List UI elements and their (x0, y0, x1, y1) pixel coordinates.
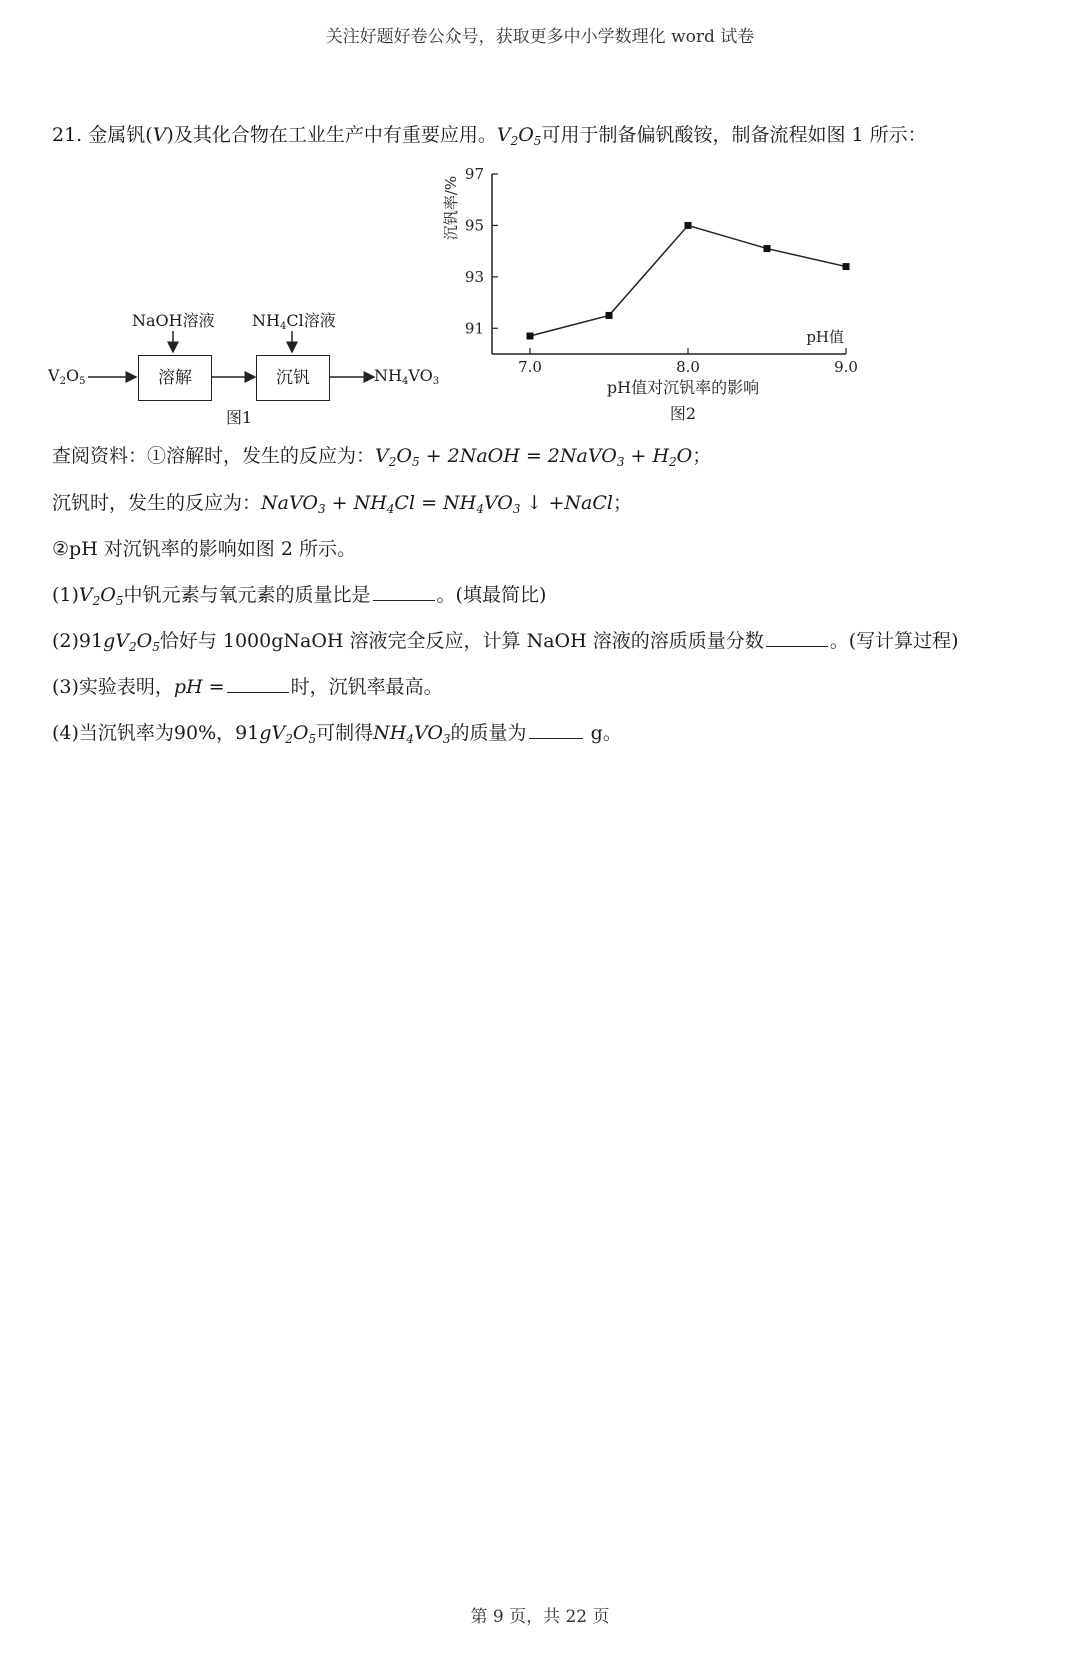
x-axis-label: pH值 (806, 328, 844, 346)
answer-blank-4[interactable] (529, 720, 583, 739)
data-point (527, 333, 534, 340)
data-point (843, 263, 850, 270)
y-tick-label: 91 (464, 319, 484, 338)
x-tick-label: 9.0 (834, 358, 858, 376)
data-point (685, 222, 692, 229)
step-precipitate: 沉钒 (256, 355, 330, 401)
y-tick-label: 93 (464, 267, 484, 286)
series-line (530, 225, 846, 336)
reagent-nh4cl: $NH_4Cl$溶液 (252, 311, 336, 332)
data-point (606, 312, 613, 319)
flow-diagram (48, 311, 468, 448)
question-1: $(1)V_2O_5$中钒元素与氧元素的质量比是 。(填最简比) (52, 584, 547, 608)
y-tick-label: 97 (464, 168, 484, 183)
question-3: (3)实验表明，pH = 时，沉钒率最高。 (52, 676, 443, 698)
question-2: $(2)91gV_2O_5$恰好与 1000gNaOH 溶液完全反应，计算 NaOH 溶液的溶质质量分数 。(写计算过程) (52, 630, 959, 654)
reference-line-3: ②pH 对沉钒率的影响如图 2 所示。 (52, 538, 356, 560)
x-tick-label: 8.0 (676, 358, 700, 376)
ph-chart (440, 168, 920, 448)
page-header: 关注好题好卷公众号，获取更多中小学数理化 word 试卷 (325, 27, 755, 47)
output-nh4vo3: $NH_4VO_3$ (374, 366, 440, 387)
reference-line-1: 查阅资料：①溶解时，发生的反应为：$V_2O_5$ + 2NaOH = 2NaVO$_3$ + $H_2O$； (52, 445, 712, 469)
question-4: (4)当沉钒率为90%，$91gV_2O_5$可制得$NH_4VO_3$的质量为 g。 (52, 722, 622, 746)
x-tick-label: 7.0 (518, 358, 542, 376)
chart-title: pH值对沉钒率的影响 (606, 378, 760, 397)
step-dissolve: 溶解 (138, 355, 212, 401)
reference-line-2: 沉钒时，发生的反应为：NaVO$_3$ + $NH_4Cl = NH_4VO_3$ ↓ +NaCl； (52, 492, 632, 516)
reagent-naoh: NaOH溶液 (132, 311, 215, 330)
data-point (764, 245, 771, 252)
figure1-caption: 图1 (226, 408, 253, 427)
y-axis-label: 沉钒率/% (442, 175, 460, 241)
y-tick-label: 95 (464, 216, 484, 235)
answer-blank-3[interactable] (227, 674, 289, 693)
chart-svg (440, 168, 920, 448)
page-footer: 第 9 页，共 22 页 (470, 1607, 610, 1627)
question-intro: 21. 金属钒(V)及其化合物在工业生产中有重要应用。$V_2O_5$可用于制备偏钒酸铵，制备流程如图 1 所示： (52, 124, 927, 148)
answer-blank-1[interactable] (373, 582, 435, 601)
question-number: 21. (52, 124, 83, 146)
answer-blank-2[interactable] (766, 628, 828, 647)
input-v2o5: $V_2O_5$ (48, 366, 86, 387)
figure2-caption: 图2 (669, 404, 697, 423)
